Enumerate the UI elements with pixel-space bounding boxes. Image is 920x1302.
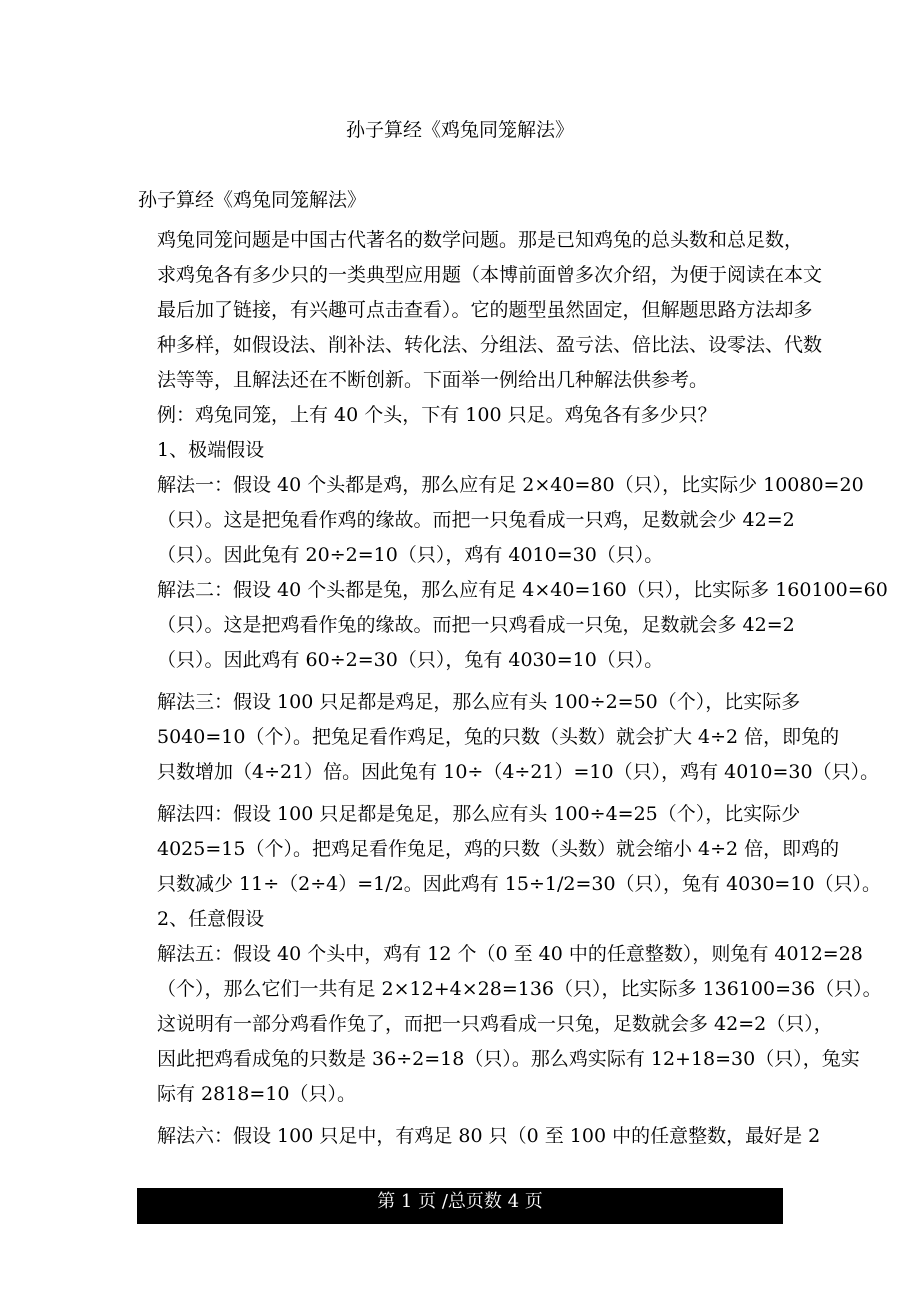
page-footer bbox=[137, 1188, 783, 1224]
section-heading: 1、极端假设 bbox=[157, 439, 265, 461]
body-line: 这说明有一部分鸡看作兔了，而把一只鸡看成一只兔，足数就会多 42=2（只）， bbox=[157, 1013, 833, 1035]
body-line: 5040=10（个）。把兔足看作鸡足，兔的只数（头数）就会扩大 4÷2 倍，即兔的 bbox=[157, 726, 840, 748]
body-line: 种多样，如假设法、削补法、转化法、分组法、盈亏法、倍比法、设零法、代数 bbox=[157, 334, 823, 356]
example-line: 例：鸡兔同笼，上有 40 个头，下有 100 只足。鸡兔各有多少只？ bbox=[157, 404, 717, 426]
body-line: 只数增加（4÷21）倍。因此兔有 10÷（4÷21）=10（只），鸡有 4010=30（只）。 bbox=[157, 761, 880, 783]
body-line: 解法五：假设 40 个头中，鸡有 12 个（0 至 40 中的任意整数），则兔有 4012=28 bbox=[157, 943, 863, 965]
section-heading: 2、任意假设 bbox=[157, 908, 265, 930]
body-line: （只）。这是把鸡看作兔的缘故。而把一只鸡看成一只兔，足数就会多 42=2 bbox=[157, 614, 795, 636]
body-line: 解法六：假设 100 只足中，有鸡足 80 只（0 至 100 中的任意整数，最好是 2 bbox=[157, 1125, 821, 1147]
document-title: 孙子算经《鸡兔同笼解法》 bbox=[345, 119, 574, 141]
body-line: 因此把鸡看成兔的只数是 36÷2=18（只）。那么鸡实际有 12+18=30（只），兔实 bbox=[157, 1048, 860, 1070]
body-line: （个），那么它们一共有足 2×12+4×28=136（只），比实际多 136100=36（只）。 bbox=[157, 978, 882, 1000]
body-line: 际有 2818=10（只）。 bbox=[157, 1083, 356, 1105]
body-line: 解法一：假设 40 个头都是鸡，那么应有足 2×40=80（只），比实际少 10080=20 bbox=[157, 474, 864, 496]
body-line: 鸡兔同笼问题是中国古代著名的数学问题。那是已知鸡兔的总头数和总足数， bbox=[157, 229, 804, 251]
body-line: 解法四：假设 100 只足都是兔足，那么应有头 100÷4=25（个），比实际少 bbox=[157, 803, 801, 825]
document-subtitle: 孙子算经《鸡兔同笼解法》 bbox=[138, 189, 367, 211]
body-line: 求鸡兔各有多少只的一类典型应用题（本博前面曾多次介绍，为便于阅读在本文 bbox=[157, 264, 823, 286]
body-line: 4025=15（个）。把鸡足看作兔足，鸡的只数（头数）就会缩小 4÷2 倍，即鸡的 bbox=[157, 838, 840, 860]
document-body bbox=[138, 223, 888, 1154]
body-line: 只数减少 11÷（2÷4）=1/2。因此鸡有 15÷1/2=30（只），兔有 4030=10（只）。 bbox=[157, 873, 882, 895]
page-number: 第 1 页 /总页数 4 页 bbox=[377, 1191, 543, 1212]
body-line: 解法二：假设 40 个头都是兔，那么应有足 4×40=160（只），比实际多 160100=60 bbox=[157, 579, 888, 601]
body-line: 最后加了链接，有兴趣可点击查看）。它的题型虽然固定，但解题思路方法却多 bbox=[157, 299, 813, 321]
body-line: （只）。这是把兔看作鸡的缘故。而把一只兔看成一只鸡，足数就会少 42=2 bbox=[157, 509, 795, 531]
body-line: （只）。因此兔有 20÷2=10（只），鸡有 4010=30（只）。 bbox=[157, 544, 664, 566]
body-line: 解法三：假设 100 只足都是鸡足，那么应有头 100÷2=50（个），比实际多 bbox=[157, 691, 801, 713]
body-line: （只）。因此鸡有 60÷2=30（只），兔有 4030=10（只）。 bbox=[157, 649, 664, 671]
body-line: 法等等，且解法还在不断创新。下面举一例给出几种解法供参考。 bbox=[157, 369, 709, 391]
